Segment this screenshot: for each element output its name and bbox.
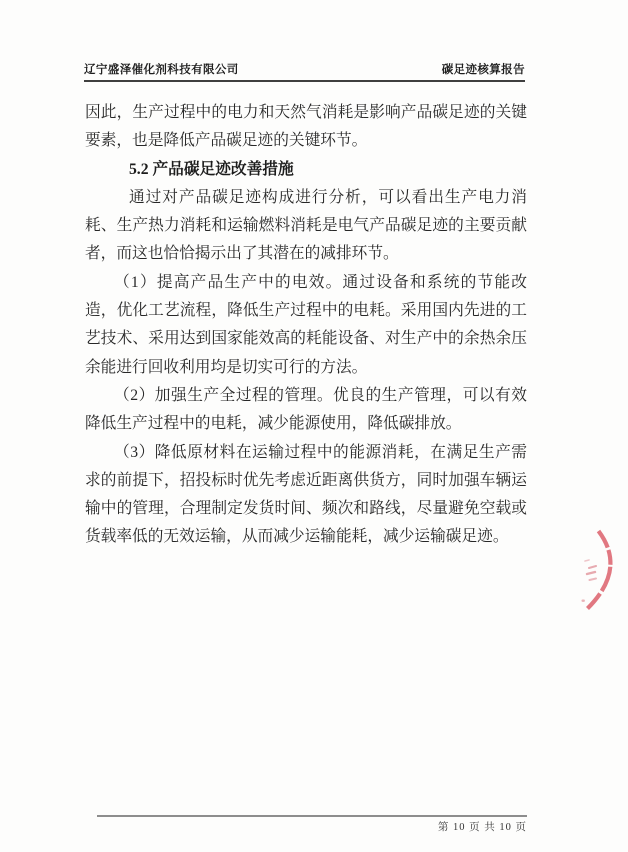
stamp-ink-speck — [582, 600, 585, 602]
page-footer — [97, 819, 527, 834]
header-rule — [84, 80, 525, 82]
footer-rule — [97, 815, 527, 817]
paragraph-continuation: 因此，生产过程中的电力和天然气消耗是影响产品碳足迹的关键要素，也是降低产品碳足迹的关键环节。 — [85, 104, 527, 150]
header-company-name: 辽宁盛泽催化剂科技有限公司 — [84, 64, 239, 76]
paragraph: （1）提高产品生产中的电效。通过设备和系统的节能改造，优化工艺流程，降低生产过程中的电耗。采用国内先进的工艺技术、采用达到国家能效高的耗能设备、对生产中的余热余压余能进行回收利用均是切实可行的方法。 — [85, 273, 527, 376]
page-header — [84, 61, 525, 77]
stamp-text-fragment — [589, 566, 596, 568]
paragraph: 通过对产品碳足迹构成进行分析，可以看出生产电力消耗、生产热力消耗和运输燃料消耗是电气产品碳足迹的主要贡献者，而这也恰恰揭示出了其潜在的减排环节。 — [85, 188, 527, 263]
section-heading: 5.2 产品碳足迹改善措施 — [128, 160, 294, 178]
paragraph: （2）加强生产全过程的管理。优良的生产管理，可以有效降低生产过程中的电耗，减少能源使用，降低碳排放。 — [85, 386, 527, 433]
header-report-title: 碳足迹核算报告 — [441, 64, 525, 76]
document-body — [85, 99, 527, 552]
page-number: 第 10 页 共 10 页 — [437, 822, 527, 833]
stamp-arc — [588, 531, 611, 609]
paragraph: （3）降低原材料在运输过程中的能源消耗，在满足生产需求的前提下，招投标时优先考虑近距离供货方，同时加强车辆运输中的管理，合理制定发货时间、频次和路线，尽量避免空载或货载率低的无效运输，从而减少运输能耗，减少运输碳足迹。 — [85, 443, 527, 546]
stamp-text-fragment — [590, 579, 597, 581]
stamp-text-fragment — [585, 560, 589, 561]
red-seal-partial-stamp — [575, 524, 625, 616]
stamp-text-fragment — [587, 572, 595, 574]
